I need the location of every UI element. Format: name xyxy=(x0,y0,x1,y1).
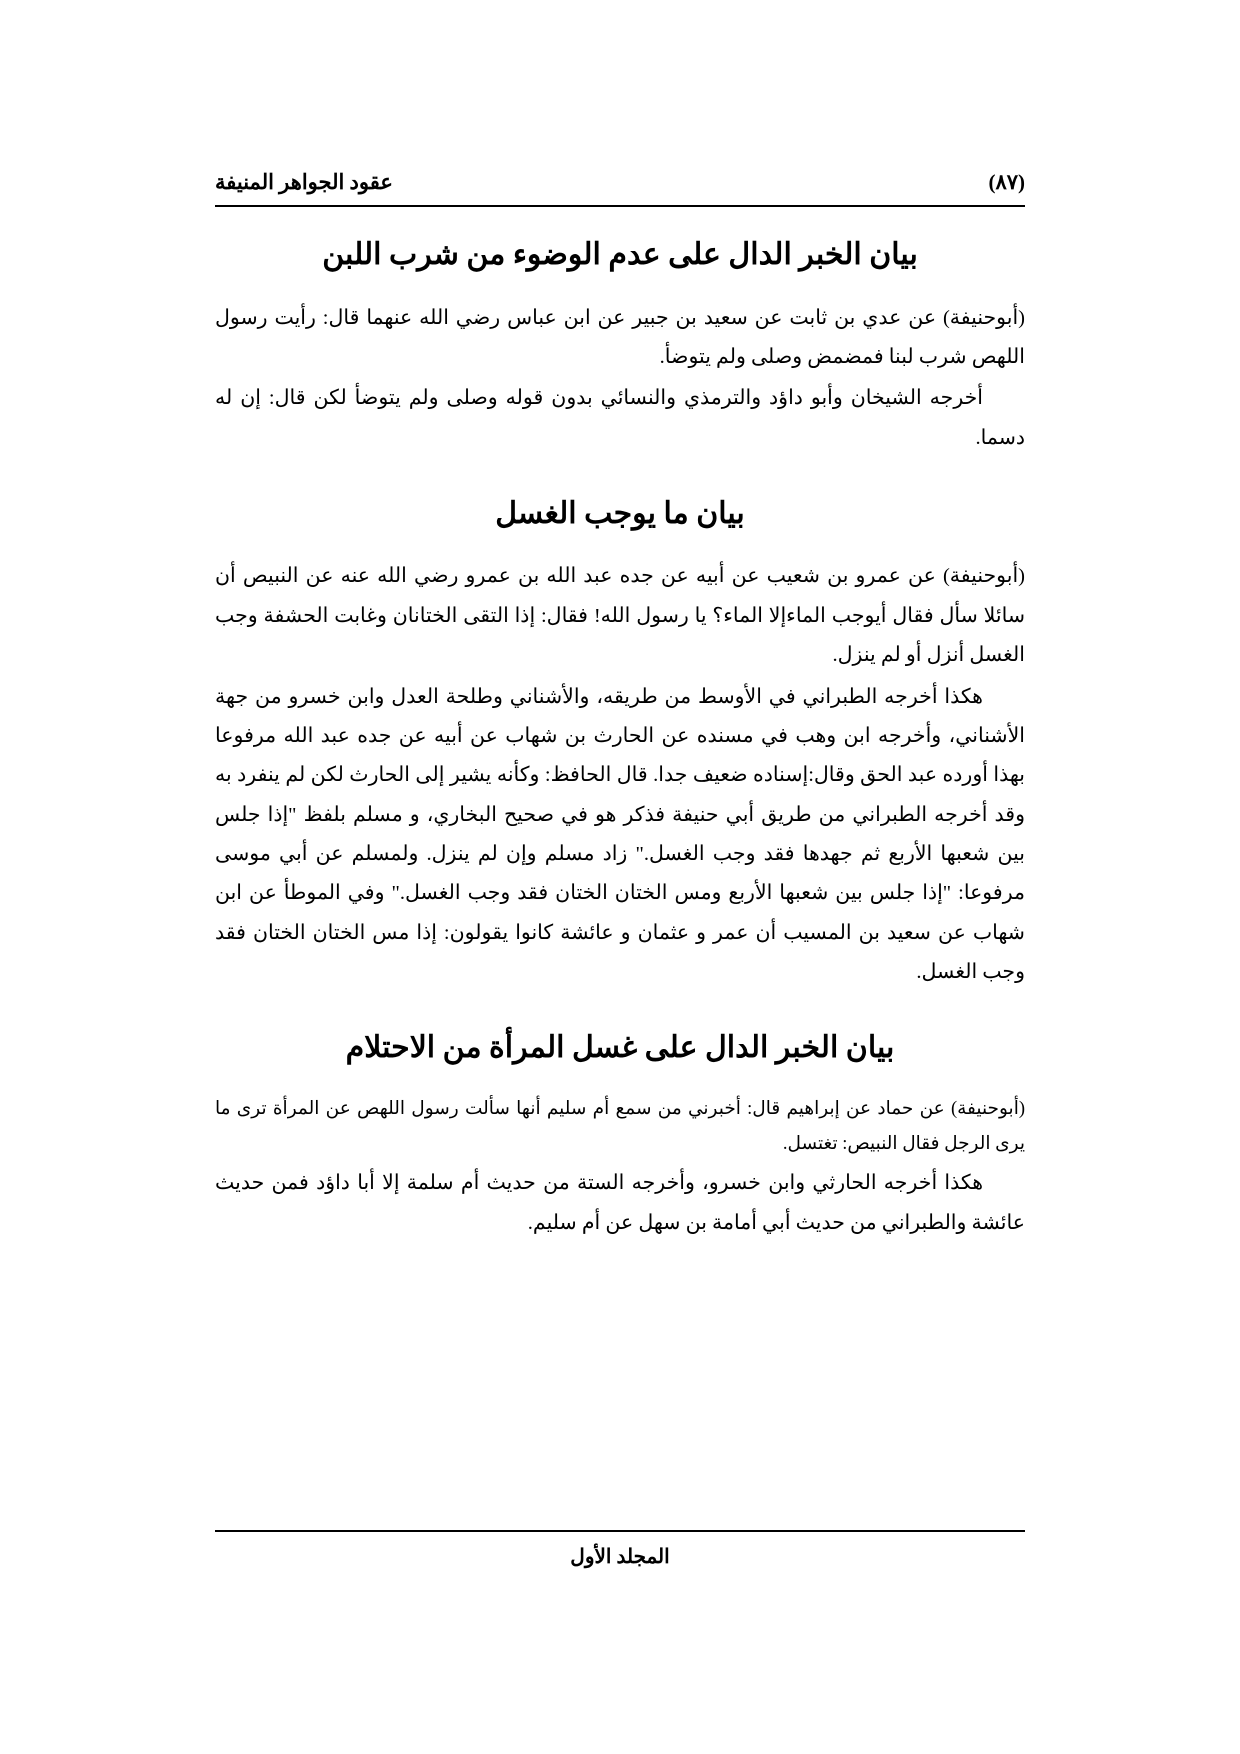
footer-divider xyxy=(215,1530,1025,1532)
section-3-paragraph-2: هكذا أخرجه الحارثي وابن خسرو، وأخرجه الستة من حديث أم سلمة إلا أبا داؤد فمن حديث عائشة والطبراني من حديث أبي أمامة بن سهل عن أم سليم. xyxy=(215,1172,1025,1234)
page-header xyxy=(215,170,1025,203)
header-divider xyxy=(215,205,1025,207)
volume-label: المجلد الأول xyxy=(570,1546,670,1568)
section-1-paragraph-1: (أبوحنيفة) عن عدي بن ثابت عن سعيد بن جبير عن ابن عباس رضي الله عنهما قال: رأيت رسول اللهص شرب لبنا فمضمض وصلى ولم يتوضأ. xyxy=(215,306,1025,368)
section-3-paragraph-1: (أبوحنيفة) عن حماد عن إبراهيم قال: أخبرني من سمع أم سليم أنها سألت رسول اللهص عن المرأة ترى ما يرى الرجل فقال النبيص: تغتسل. xyxy=(215,1098,1025,1155)
section-heading-3: بيان الخبر الدال على غسل المرأة من الاحتلام xyxy=(345,1031,895,1065)
section-2-paragraph-1: (أبوحنيفة) عن عمرو بن شعيب عن أبيه عن جده عبد الله بن عمرو رضي الله عنه عن النبيص أن سائلا سأل فقال أيوجب الماءإلا الماء؟ يا رسول الله! فقال: إذا التقى الختانان وغابت الحشفة وجب الغسل أنزل أو لم ينزل. xyxy=(215,565,1025,667)
page-number: (٨٧) xyxy=(988,170,1025,194)
book-title: عقود الجواهر المنيفة xyxy=(215,170,393,194)
section-2-paragraph-2: هكذا أخرجه الطبراني في الأوسط من طريقه، والأشناني وطلحة العدل وابن خسرو من جهة الأشناني، وأخرجه ابن وهب في مسنده عن الحارث بن شهاب عن أبيه عن جده عبد الله مرفوعا بهذا أورده عبد الحق وقال:إسناده ضعيف جدا. قال الحافظ: وكأنه يشير إلى الحارث لكن لم ينفرد به وقد أخرجه الطبراني من طريق أبي حنيفة فذكر هو في صحيح البخاري، و مسلم بلفظ "إذا جلس بين شعبها الأربع ثم جهدها فقد وجب الغسل." زاد مسلم وإن لم ينزل. ولمسلم عن أبي موسى مرفوعا: "إذا جلس بين شعبها الأربع ومس الختان الختان فقد وجب الغسل." وفي الموطأ عن ابن شهاب عن سعيد بن المسيب أن عمر و عثمان و عائشة كانوا يقولون: إذا مس الختان الختان فقد وجب الغسل. xyxy=(215,685,1025,984)
section-1-paragraph-2: أخرجه الشيخان وأبو داؤد والترمذي والنسائي بدون قوله وصلى ولم يتوضأ لكن قال: إن له دسما. xyxy=(215,387,1025,449)
page-footer xyxy=(215,1530,1025,1569)
section-heading-2: بيان ما يوجب الغسل xyxy=(495,496,745,530)
section-heading-1: بيان الخبر الدال على عدم الوضوء من شرب اللبن xyxy=(322,238,918,271)
